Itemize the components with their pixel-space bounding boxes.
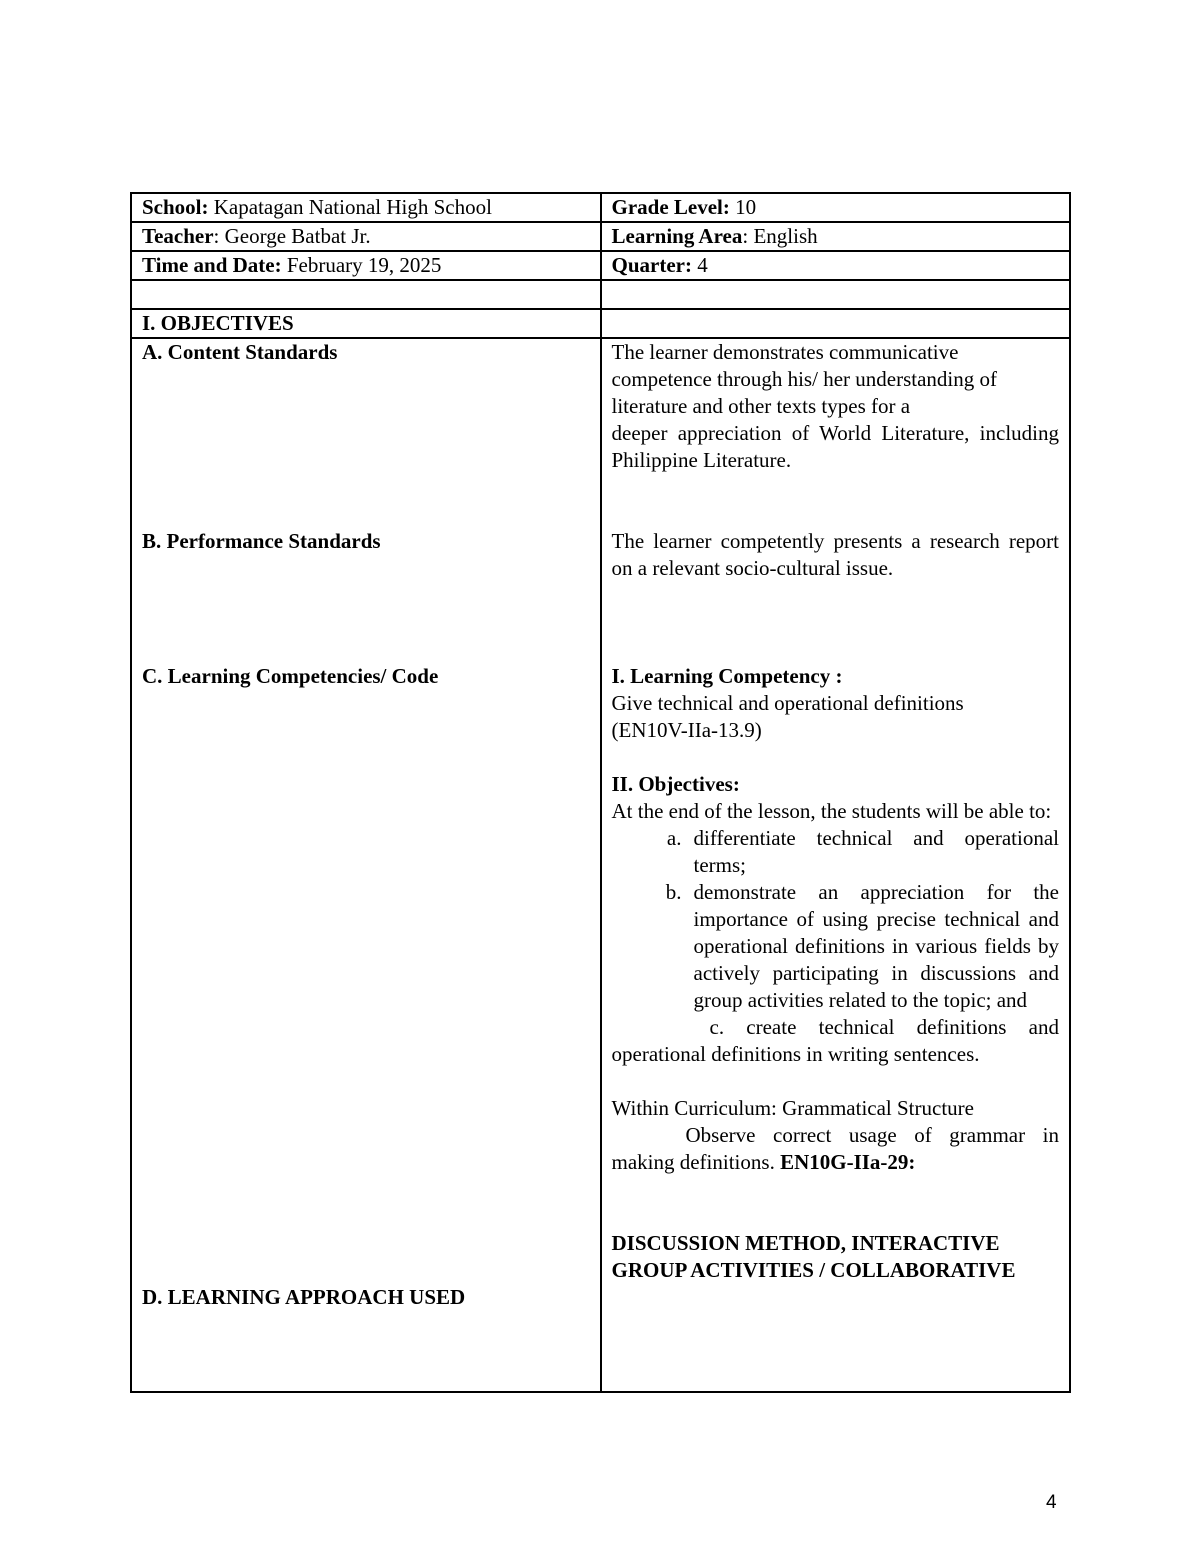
teacher-value: : George Batbat Jr. — [213, 224, 371, 248]
competency-line-1: Give technical and operational definitions — [611, 691, 964, 715]
approach-value: DISCUSSION METHOD, INTERACTIVE GROUP ACTIVITIES / COLLABORATIVE — [611, 1231, 1016, 1282]
header-row-time — [131, 251, 1070, 280]
grade-cell — [601, 193, 1071, 222]
header-row-teacher — [131, 222, 1070, 251]
quarter-cell — [601, 251, 1071, 280]
content-standards-text — [612, 339, 1060, 474]
area-value: : English — [742, 224, 818, 248]
header-row-school — [131, 193, 1070, 222]
cs-line-1: The learner demonstrates communicative — [611, 340, 959, 364]
teacher-cell — [131, 222, 601, 251]
observe-text — [612, 1122, 1060, 1176]
right-content-cell — [601, 338, 1071, 1392]
within-curriculum: Within Curriculum: Grammatical Structure — [611, 1096, 974, 1120]
cs-line-3: literature and other texts types for a — [611, 394, 911, 418]
cs-line-2: competence through his/ her understanding of — [611, 367, 997, 391]
objectives-body-row — [131, 338, 1070, 1392]
competencies-label: C. Learning Competencies/ Code — [142, 664, 439, 688]
objectives-title-right — [601, 309, 1071, 338]
cs-line-4: deeper appreciation of World Literature, including Philippine Literature. — [611, 421, 1059, 472]
time-cell — [131, 251, 601, 280]
list-text: demonstrate an appreciation for the importance of using precise technical and operational definitions in various fields by actively participating in discussions and group activities related to the topic; and — [693, 880, 1059, 1012]
objectives-title-cell — [131, 309, 601, 338]
area-label: Learning Area — [611, 224, 743, 248]
competency-heading: I. Learning Competency : — [611, 664, 843, 688]
objectives-list — [612, 825, 1060, 1014]
performance-standards-label: B. Performance Standards — [142, 529, 381, 553]
list-item — [612, 825, 1060, 879]
school-cell — [131, 193, 601, 222]
school-value: Kapatagan National High School — [213, 195, 492, 219]
left-labels-cell — [131, 338, 601, 1392]
objectives-intro: At the end of the lesson, the students will be able to: — [611, 799, 1052, 823]
page-number: 4 — [1046, 1492, 1057, 1513]
competency-code: (EN10V-IIa-13.9) — [611, 718, 762, 742]
quarter-value: 4 — [697, 253, 708, 277]
area-cell — [601, 222, 1071, 251]
blank-row — [131, 280, 1070, 309]
performance-standards-text: The learner competently presents a research report on a relevant socio-cultural issue. — [611, 529, 1059, 580]
school-label: School: — [142, 195, 209, 219]
approach-label: D. LEARNING APPROACH USED — [142, 1285, 466, 1309]
observe-code: EN10G-IIa-29: — [780, 1150, 916, 1174]
list-marker: a. — [666, 826, 682, 850]
teacher-label: Teacher — [142, 224, 214, 248]
list-item — [612, 879, 1060, 1014]
blank-cell-left — [131, 280, 601, 309]
list-marker: b. — [665, 880, 682, 904]
observe-body: Observe correct usage of grammar in making definitions. — [611, 1123, 1059, 1174]
objectives-heading: II. Objectives: — [611, 772, 740, 796]
objectives-title-row — [131, 309, 1070, 338]
time-label: Time and Date: — [142, 253, 282, 277]
lesson-plan-table — [130, 192, 1071, 1393]
time-value: February 19, 2025 — [286, 253, 442, 277]
competency-block — [612, 663, 1060, 1176]
content-standards-label: A. Content Standards — [142, 340, 338, 364]
objectives-title: I. OBJECTIVES — [142, 311, 294, 335]
quarter-label: Quarter: — [611, 253, 692, 277]
grade-value: 10 — [735, 195, 757, 219]
list-text: differentiate technical and operational terms; — [693, 826, 1059, 877]
grade-label: Grade Level: — [611, 195, 730, 219]
blank-cell-right — [601, 280, 1071, 309]
objective-item-c: c. create technical definitions and operational definitions in writing sentences. — [611, 1015, 1059, 1066]
